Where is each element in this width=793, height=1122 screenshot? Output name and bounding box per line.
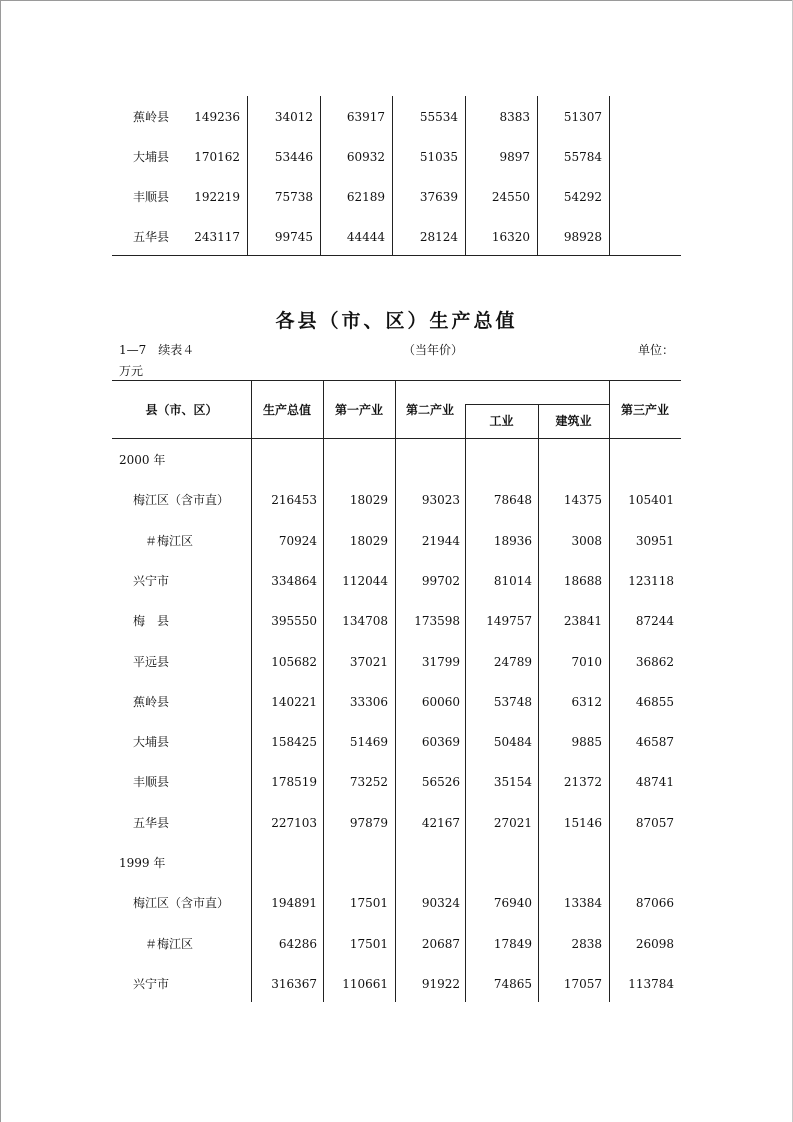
row-label: 大埔县 — [133, 735, 170, 750]
row-label: 丰顺县 — [133, 190, 170, 204]
table-cell: 48741 — [635, 775, 674, 790]
table-cell: 74865 — [493, 976, 532, 991]
table-cell: 81014 — [493, 573, 532, 588]
table-cell: 87244 — [635, 614, 674, 629]
table-cell: 56526 — [421, 775, 460, 790]
row-label: ＃梅江区 — [145, 936, 194, 951]
table-cell: 55784 — [563, 150, 602, 164]
table-cell: 37021 — [349, 654, 388, 669]
table-cell: 54292 — [563, 190, 602, 204]
table-cell: 18029 — [349, 533, 388, 548]
row-label: 蕉岭县 — [133, 110, 170, 124]
table-cell: 37639 — [419, 190, 458, 204]
table-cell: 53446 — [274, 150, 313, 164]
table-cell: 7010 — [571, 654, 602, 669]
table-cell: 170162 — [194, 150, 240, 164]
table-cell: 178519 — [271, 775, 317, 790]
table-number: 1—7 续表４ — [119, 343, 195, 357]
table-cell: 18688 — [563, 573, 602, 588]
header-bottom-rule — [112, 438, 681, 439]
table-cell: 42167 — [421, 815, 460, 830]
table-cell: 60932 — [346, 150, 385, 164]
row-label: 大埔县 — [133, 150, 170, 164]
table-top-rule — [112, 380, 681, 381]
table-cell: 24789 — [493, 654, 532, 669]
table-cell: 316367 — [271, 976, 317, 991]
table-cell: 16320 — [491, 230, 530, 244]
col-divider — [609, 96, 610, 256]
row-label: 五华县 — [133, 815, 170, 830]
table-cell: 50484 — [493, 735, 532, 750]
table-cell: 53748 — [493, 694, 532, 709]
row-label: 五华县 — [133, 230, 170, 244]
table-cell: 70924 — [278, 533, 317, 548]
table-cell: 64286 — [278, 936, 317, 951]
table-cell: 17057 — [563, 976, 602, 991]
table-cell: 243117 — [194, 230, 240, 244]
unit-label: 单位： — [638, 343, 675, 357]
table-cell: 35154 — [493, 775, 532, 790]
row-label: 兴宁市 — [133, 976, 170, 991]
table-cell: 33306 — [349, 694, 388, 709]
header-gdp: 生产总值 — [262, 403, 311, 417]
table-cell: 24550 — [491, 190, 530, 204]
table-cell: 55534 — [419, 110, 458, 124]
table-cell: 62189 — [346, 190, 385, 204]
table-cell: 73252 — [349, 775, 388, 790]
table-cell: 113784 — [628, 976, 674, 991]
table-cell: 158425 — [271, 735, 317, 750]
table-cell: 149236 — [194, 110, 240, 124]
table-cell: 21372 — [563, 775, 602, 790]
table-cell: 34012 — [274, 110, 313, 124]
table-cell: 194891 — [271, 896, 317, 911]
table-cell: 17501 — [349, 936, 388, 951]
table-cell: 149757 — [486, 614, 532, 629]
table-cell: 28124 — [419, 230, 458, 244]
row-label: 梅江区（含市直） — [133, 493, 230, 508]
table-cell: 21944 — [421, 533, 460, 548]
table-cell: 6312 — [571, 694, 602, 709]
row-label: 梅 县 — [133, 614, 170, 629]
table-cell: 51035 — [419, 150, 458, 164]
table-cell: 99702 — [421, 573, 460, 588]
row-label: 梅江区（含市直） — [133, 896, 230, 911]
table-cell: 31799 — [421, 654, 460, 669]
secondary-subheader-rule — [465, 404, 609, 405]
table-cell: 46587 — [635, 735, 674, 750]
row-label: 2000 年 — [119, 453, 166, 467]
table-cell: 87066 — [635, 896, 674, 911]
table-cell: 51469 — [349, 735, 388, 750]
table-cell: 123118 — [628, 573, 674, 588]
table-cell: 44444 — [346, 230, 385, 244]
page-title: 各县（市、区）生产总值 — [275, 310, 518, 332]
table-cell: 99745 — [274, 230, 313, 244]
price-note: （当年价） — [403, 343, 464, 357]
row-label: 蕉岭县 — [133, 694, 170, 709]
table-cell: 134708 — [342, 614, 388, 629]
table-cell: 90324 — [421, 896, 460, 911]
table-cell: 17849 — [493, 936, 532, 951]
header-secondary: 第二产业 — [405, 403, 454, 417]
header-tertiary: 第三产业 — [620, 403, 669, 417]
table-cell: 60060 — [421, 694, 460, 709]
table-cell: 105401 — [628, 493, 674, 508]
header-industry: 工业 — [489, 414, 514, 428]
table-cell: 27021 — [493, 815, 532, 830]
table-cell: 63917 — [346, 110, 385, 124]
table-cell: 227103 — [271, 815, 317, 830]
table-cell: 15146 — [563, 815, 602, 830]
table-cell: 46855 — [635, 694, 674, 709]
unit-value: 万元 — [119, 364, 144, 378]
header-construction: 建筑业 — [555, 414, 592, 428]
table-cell: 75738 — [274, 190, 313, 204]
table-cell: 18936 — [493, 533, 532, 548]
table-bottom-rule — [112, 255, 681, 256]
table-cell: 30951 — [635, 533, 674, 548]
table-cell: 98928 — [563, 230, 602, 244]
row-label: 平远县 — [133, 654, 170, 669]
table-cell: 78648 — [493, 493, 532, 508]
table-cell: 93023 — [421, 493, 460, 508]
table-cell: 173598 — [414, 614, 460, 629]
row-label: 兴宁市 — [133, 573, 170, 588]
table-cell: 20687 — [421, 936, 460, 951]
table-cell: 395550 — [271, 614, 317, 629]
row-label: ＃梅江区 — [145, 533, 194, 548]
table-cell: 334864 — [271, 573, 317, 588]
table-cell: 91922 — [421, 976, 460, 991]
table-cell: 192219 — [194, 190, 240, 204]
table-cell: 60369 — [421, 735, 460, 750]
table-cell: 18029 — [349, 493, 388, 508]
table-cell: 23841 — [563, 614, 602, 629]
table-cell: 51307 — [563, 110, 602, 124]
table-cell: 17501 — [349, 896, 388, 911]
continued-table — [0, 0, 793, 270]
table-cell: 36862 — [635, 654, 674, 669]
table-cell: 216453 — [271, 493, 317, 508]
table-cell: 9885 — [571, 735, 602, 750]
table-cell: 2838 — [571, 936, 602, 951]
table-cell: 8383 — [499, 110, 530, 124]
table-cell: 140221 — [271, 694, 317, 709]
table-cell: 76940 — [493, 896, 532, 911]
table-cell: 13384 — [563, 896, 602, 911]
table-cell: 97879 — [349, 815, 388, 830]
table-cell: 105682 — [271, 654, 317, 669]
table-cell: 14375 — [563, 493, 602, 508]
row-label: 丰顺县 — [133, 775, 170, 790]
table-cell: 26098 — [635, 936, 674, 951]
table-cell: 110661 — [342, 976, 388, 991]
table-cell: 112044 — [342, 573, 388, 588]
row-label: 1999 年 — [119, 856, 166, 870]
table-cell: 87057 — [635, 815, 674, 830]
header-primary: 第一产业 — [334, 403, 383, 417]
table-cell: 3008 — [571, 533, 602, 548]
header-county: 县（市、区） — [145, 403, 218, 417]
table-cell: 9897 — [499, 150, 530, 164]
